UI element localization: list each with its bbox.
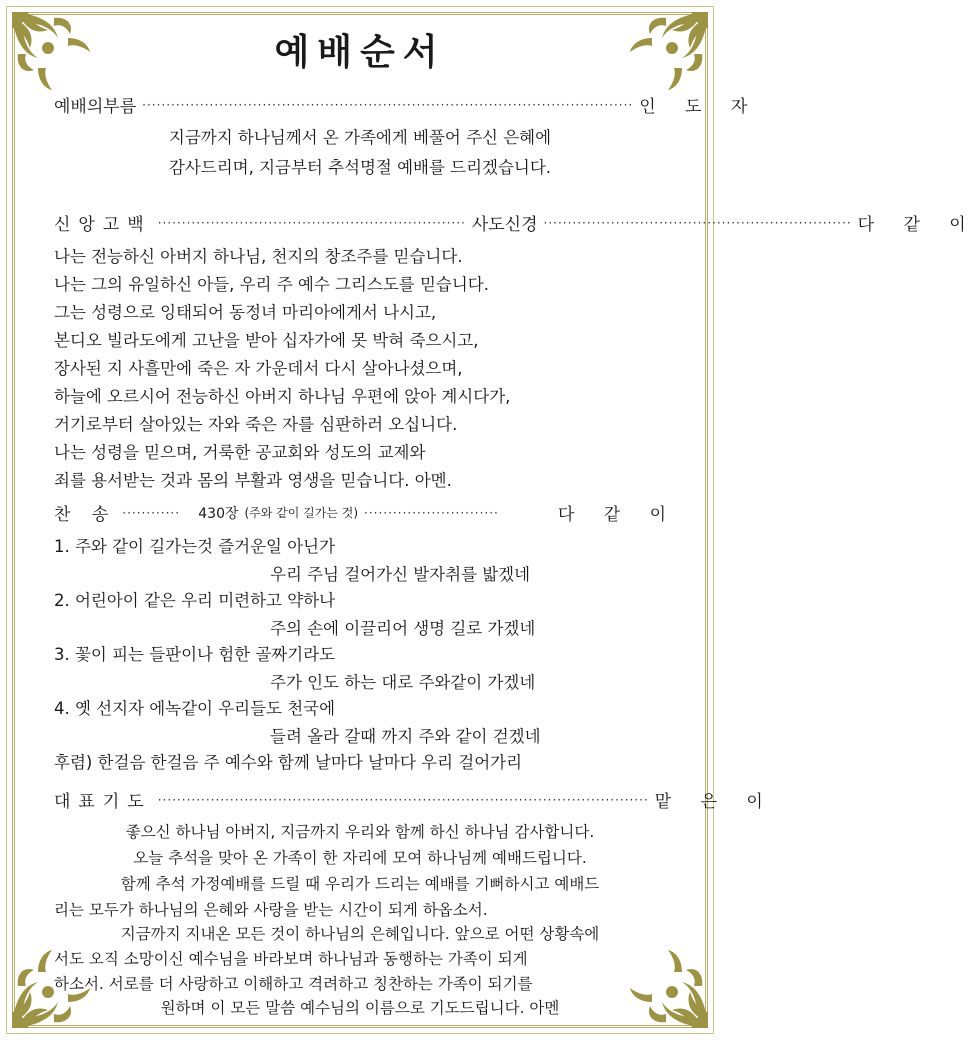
- hymn-number: 430장: [198, 505, 239, 522]
- hymn-verse-line: 우리 주님 걸어가신 발자취를 밟겠네: [270, 565, 531, 584]
- prayer-line: 함께 추석 가정예배를 드릴 때 우리가 드리는 예배를 기뻐하시고 예배드: [120, 875, 600, 893]
- leader-dots: ····························: [364, 505, 499, 520]
- section-label: 예배의부름: [54, 97, 137, 117]
- page-title: 예배순서: [274, 32, 446, 73]
- section-leader: 맡 은 이: [654, 792, 775, 812]
- prayer-line: 하소서. 서로를 더 사랑하고 이해하고 격려하고 칭찬하는 가족이 되기를: [54, 975, 533, 993]
- creed-line: 하늘에 오르시어 전능하신 아버지 하나님 우편에 앉아 계시다가,: [54, 387, 511, 406]
- leader-dots: ············: [122, 505, 181, 520]
- hymn-verse-line: 4. 옛 선지자 에녹같이 우리들도 천국에: [54, 699, 336, 718]
- hymn-verse-line: 2. 어린아이 같은 우리 미련하고 약하나: [54, 591, 336, 610]
- hymn-title: (주와 같이 길가는 것): [244, 506, 359, 520]
- prayer-line: 서도 오직 소망이신 예수님을 바라보며 하나님과 동행하는 가족이 되게: [54, 950, 528, 968]
- leader-dots: ······································································································: [142, 97, 634, 112]
- call-text-line: 지금까지 하나님께서 온 가족에게 베풀어 주신 은혜에: [168, 128, 552, 147]
- section-leader: 다 같 이: [857, 215, 978, 235]
- hymn-verse-line: 주의 손에 이끌리어 생명 길로 가겠네: [270, 619, 536, 638]
- section-call-header: [54, 92, 760, 117]
- section-prayer-header: [54, 787, 775, 812]
- section-label: 찬 송: [54, 505, 117, 525]
- section-leader: 다 같 이: [557, 505, 678, 525]
- leader-dots: ································································: [157, 215, 466, 230]
- hymn-verse-line: 3. 꽃이 피는 들판이나 험한 골짜기라도: [54, 645, 336, 664]
- creed-line: 거기로부터 살아있는 자와 죽은 자를 심판하러 오십니다.: [54, 415, 458, 434]
- leader-dots: ······································································································: [157, 792, 649, 807]
- section-label: 대표기도: [54, 792, 152, 812]
- hymn-chorus: 후렴) 한걸음 한걸음 주 예수와 함께 날마다 날마다 우리 걸어가리: [54, 753, 523, 772]
- creed-line: 나는 그의 유일하신 아들, 우리 주 예수 그리스도를 믿습니다.: [54, 275, 489, 294]
- section-hymn-header: [54, 500, 678, 525]
- creed-line: 죄를 용서받는 것과 몸의 부활과 영생을 믿습니다. 아멘.: [54, 471, 452, 490]
- prayer-line: 좋으신 하나님 아버지, 지금까지 우리와 함께 하신 하나님 감사합니다.: [125, 823, 595, 841]
- prayer-line: 지금까지 지내온 모든 것이 하나님의 은혜입니다. 앞으로 어떤 상황속에: [120, 925, 600, 943]
- prayer-line: 원하며 이 모든 말씀 예수님의 이름으로 기도드립니다. 아멘: [160, 999, 560, 1017]
- creed-line: 나는 성령을 믿으며, 거룩한 공교회와 성도의 교제와: [54, 443, 426, 462]
- prayer-line: 리는 모두가 하나님의 은혜와 사랑을 받는 시간이 되게 하옵소서.: [54, 901, 488, 919]
- creed-line: 본디오 빌라도에게 고난을 받아 십자가에 못 박혀 죽으시고,: [54, 331, 479, 350]
- section-creed-header: [54, 210, 978, 235]
- leader-dots: ································································: [543, 215, 852, 230]
- section-middle: 사도신경: [471, 215, 538, 235]
- creed-line: 장사된 지 사흘만에 죽은 자 가운데서 다시 살아나셨으며,: [54, 359, 463, 378]
- creed-line: 그는 성령으로 잉태되어 동정녀 마리아에게서 나시고,: [54, 303, 437, 322]
- creed-line: 나는 전능하신 아버지 하나님, 천지의 창조주를 믿습니다.: [54, 247, 463, 266]
- call-text-line: 감사드리며, 지금부터 추석명절 예배를 드리겠습니다.: [168, 158, 552, 177]
- hymn-verse-line: 들려 올라 갈때 까지 주와 같이 걷겠네: [270, 727, 541, 746]
- hymn-verse-line: 1. 주와 같이 길가는것 즐거운일 아닌가: [54, 537, 336, 556]
- hymn-verse-line: 주가 인도 하는 대로 주와같이 가겠네: [270, 673, 536, 692]
- section-leader: 인 도 자: [639, 97, 760, 117]
- section-label: 신앙고백: [54, 215, 152, 235]
- prayer-line: 오늘 추석을 맞아 온 가족이 한 자리에 모여 하나님께 예배드립니다.: [133, 849, 587, 867]
